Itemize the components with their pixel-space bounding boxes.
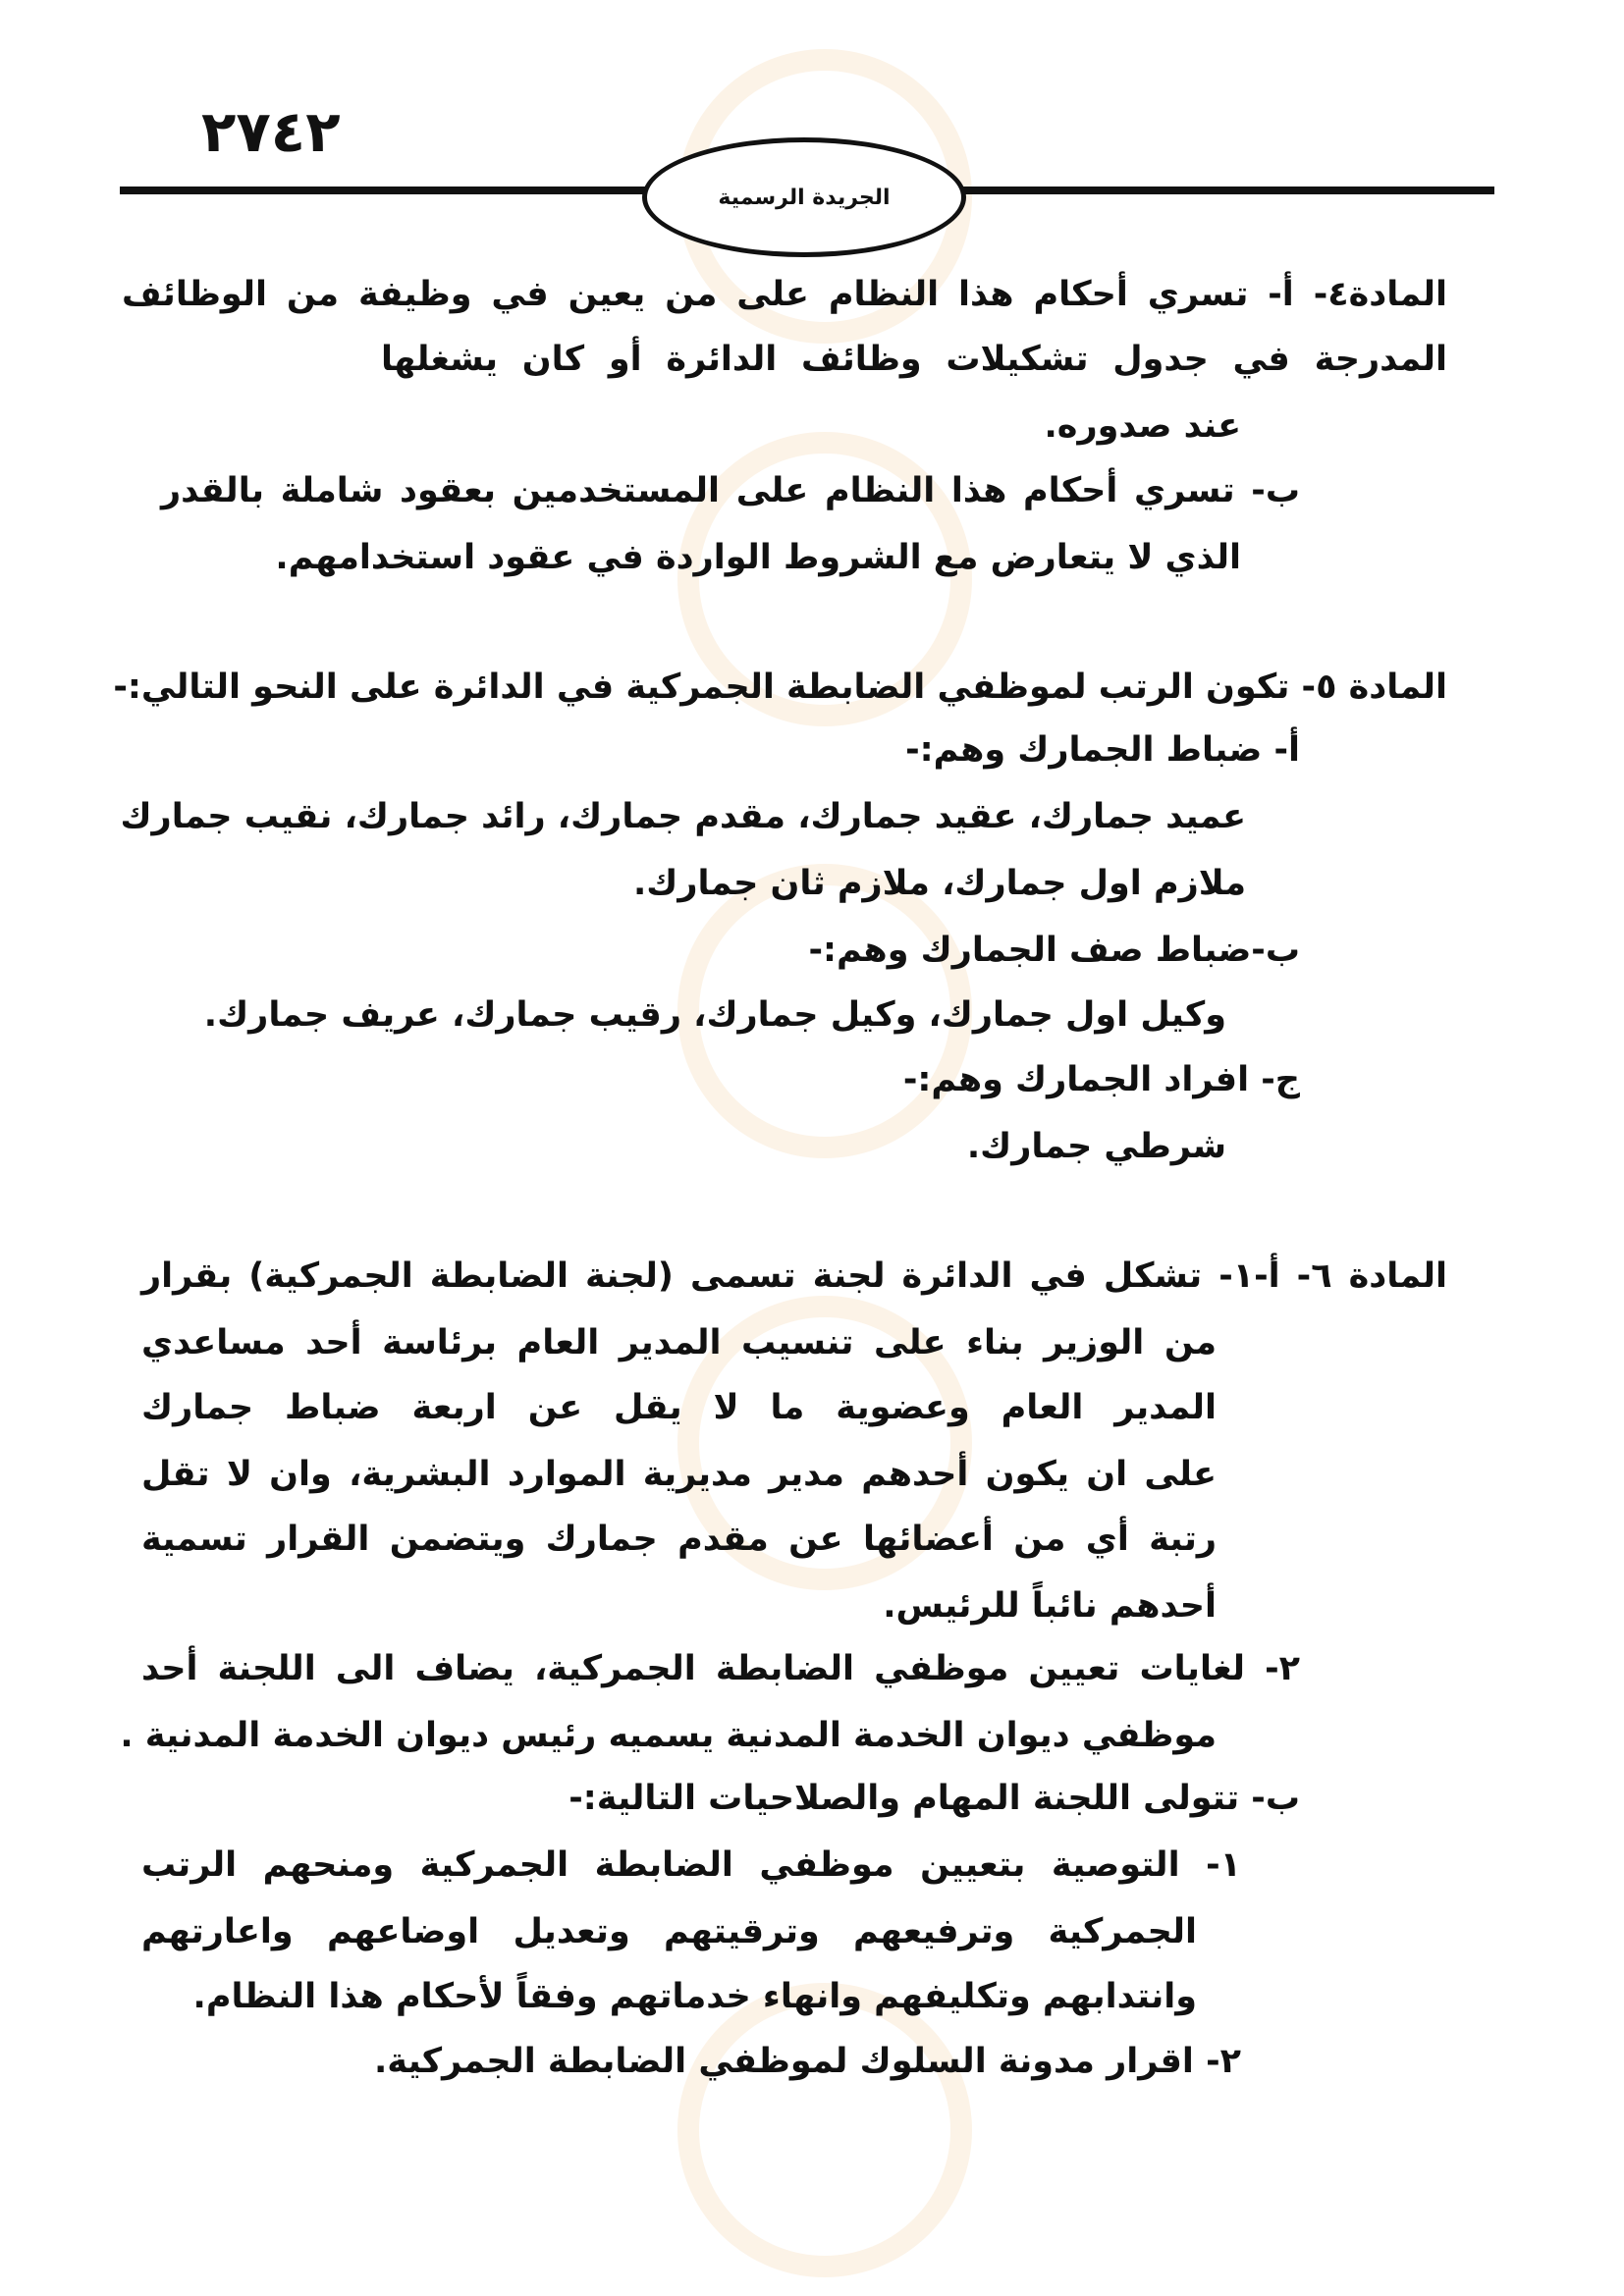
body-line: ب- تسري أحكام هذا النظام على المستخدمين بعقود شاملة بالقدر <box>161 471 1300 510</box>
body-line: المادة ٦- أ-١- تشكل في الدائرة لجنة تسمى (لجنة الضابطة الجمركية) بقرار <box>141 1256 1447 1296</box>
body-line: رتبة أي من أعضائها عن مقدم جمارك ويتضمن القرار تسمية <box>141 1520 1217 1559</box>
body-line: موظفي ديوان الخدمة المدنية يسميه رئيس ديوان الخدمة المدنية . <box>120 1716 1217 1755</box>
body-line: ب-ضباط صف الجمارك وهم:- <box>808 931 1300 970</box>
journal-title-oval <box>642 137 966 257</box>
body-line: ٢- اقرار مدونة السلوك لموظفي الضابطة الجمركية. <box>373 2042 1241 2081</box>
body-line: شرطي جمارك. <box>966 1127 1226 1166</box>
body-line: المادة ٥- تكون الرتب لموظفي الضابطة الجمركية في الدائرة على النحو التالي:- <box>113 667 1447 707</box>
body-line: المدير العام وعضوية ما لا يقل عن اربعة ضباط جمارك <box>141 1388 1217 1427</box>
body-line: ٢- لغايات تعيين موظفي الضابطة الجمركية، يضاف الى اللجنة أحد <box>141 1649 1300 1688</box>
body-line: عميد جمارك، عقيد جمارك، مقدم جمارك، رائد جمارك، نقيب جمارك <box>120 797 1246 836</box>
body-line: من الوزير بناء على تنسيب المدير العام برئاسة أحد مساعدي <box>141 1323 1217 1362</box>
body-line: عند صدوره. <box>1044 406 1241 446</box>
journal-title: الجريدة الرسمية <box>718 185 891 210</box>
body-line: وكيل اول جمارك، وكيل جمارك، رقيب جمارك، عريف جمارك. <box>203 995 1226 1035</box>
body-line: ب- تتولى اللجنة المهام والصلاحيات التالية:- <box>568 1779 1300 1818</box>
body-line: المدرجة في جدول تشكيلات وظائف الدائرة أو كان يشغلها <box>381 340 1447 379</box>
body-line: ١- التوصية بتعيين موظفي الضابطة الجمركية ومنحهم الرتب <box>141 1845 1241 1885</box>
body-line: على ان يكون أحدهم مدير مديرية الموارد البشرية، وان لا تقل <box>141 1455 1217 1494</box>
body-line: أحدهم نائباً للرئيس. <box>883 1586 1217 1626</box>
body-line: الجمركية وترفيعهم وترقيتهم وتعديل اوضاعهم واعارتهم <box>141 1912 1197 1951</box>
body-line: المادة٤- أ- تسري أحكام هذا النظام على من يعين في وظيفة من الوظائف <box>122 275 1447 314</box>
body-line: الذي لا يتعارض مع الشروط الواردة في عقود استخدامهم. <box>275 538 1241 577</box>
body-line: ملازم اول جمارك، ملازم ثان جمارك. <box>632 864 1246 903</box>
watermark-clock-icon <box>677 1983 972 2277</box>
body-line: أ- ضباط الجمارك وهم:- <box>905 730 1300 770</box>
body-line: وانتدابهم وتكليفهم وانهاء خدماتهم وفقاً لأحكام هذا النظام. <box>192 1977 1197 2016</box>
body-line: ج- افراد الجمارك وهم:- <box>902 1060 1300 1099</box>
page-number: ٢٧٤٢ <box>201 98 341 165</box>
